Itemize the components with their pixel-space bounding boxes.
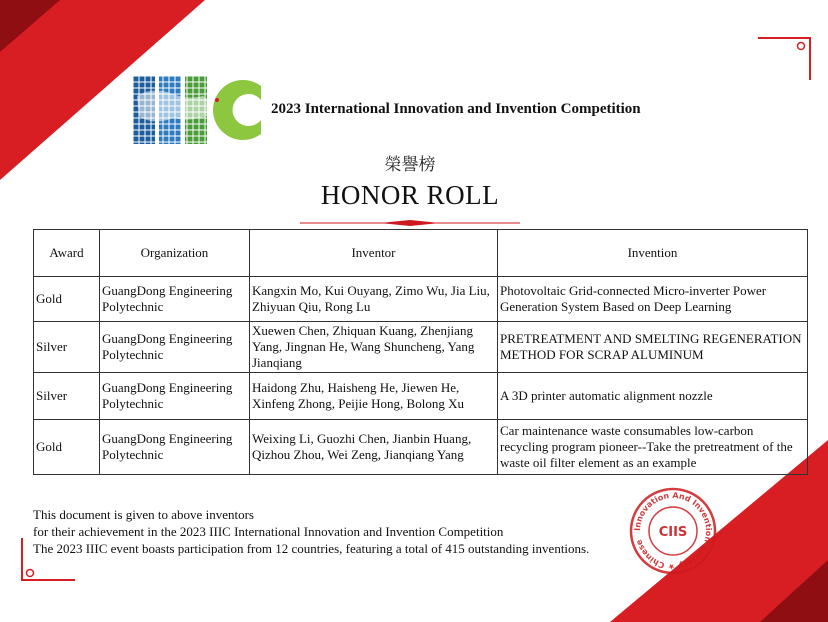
footer-line: This document is given to above inventors (33, 507, 254, 522)
title-divider (300, 219, 520, 227)
inventor-cell: Weixing Li, Guozhi Chen, Jianbin Huang, Qizhou Zhou, Wei Zeng, Jianqiang Yang (250, 420, 498, 475)
header-inventor: Inventor (250, 230, 498, 277)
chinese-title: 榮譽榜 (384, 155, 436, 175)
footer-line: for their achievement in the 2023 IIIC International Innovation and Invention Competition (33, 524, 504, 539)
award-cell: Gold (34, 277, 100, 322)
honor-table (33, 229, 808, 475)
invention-cell: Photovoltaic Grid-connected Micro-inverter Power Generation System Based on Deep Learning (498, 277, 808, 322)
award-cell: Silver (34, 322, 100, 373)
header-organization: Organization (100, 230, 250, 277)
award-cell: Gold (34, 420, 100, 475)
invention-cell: Car maintenance waste consumables low-carbon recycling program pioneer--Take the pretreatment of the waste oil filter element as an example (498, 420, 808, 475)
iiic-logo (133, 76, 261, 144)
award-cell: Silver (34, 373, 100, 420)
organization-cell: GuangDong Engineering Polytechnic (100, 420, 250, 475)
page-title: HONOR ROLL (320, 180, 500, 210)
table-row (34, 373, 808, 420)
table-row (34, 322, 808, 373)
organization-cell: GuangDong Engineering Polytechnic (100, 277, 250, 322)
header-award: Award (34, 230, 100, 277)
footer-line: The 2023 IIIC event boasts participation from 12 countries, featuring a total of 415 outstanding inventions. (33, 541, 590, 556)
inventor-cell: Kangxin Mo, Kui Ouyang, Zimo Wu, Jia Liu, Zhiyuan Qiu, Rong Lu (250, 277, 498, 322)
header-invention: Invention (498, 230, 808, 277)
table-row (34, 420, 808, 475)
ciis-seal (628, 486, 718, 576)
organization-cell: GuangDong Engineering Polytechnic (100, 322, 250, 373)
inventor-cell: Xuewen Chen, Zhiquan Kuang, Zhenjiang Yang, Jingnan He, Wang Shuncheng, Yang Jianqiang (250, 322, 498, 373)
table-row (34, 277, 808, 322)
invention-cell: A 3D printer automatic alignment nozzle (498, 373, 808, 420)
organization-cell: GuangDong Engineering Polytechnic (100, 373, 250, 420)
invention-cell: PRETREATMENT AND SMELTING REGENERATION METHOD FOR SCRAP ALUMINUM (498, 322, 808, 373)
inventor-cell: Haidong Zhu, Haisheng He, Jiewen He, Xinfeng Zhong, Peijie Hong, Bolong Xu (250, 373, 498, 420)
competition-title: 2023 International Innovation and Invention Competition (271, 101, 641, 117)
seal-center-text: CIIS (658, 525, 688, 540)
certificate-statement (33, 506, 589, 557)
table-header-row (34, 230, 808, 277)
seal-ring-text: Innovation And Invention Society ★ Chinese (632, 490, 714, 572)
